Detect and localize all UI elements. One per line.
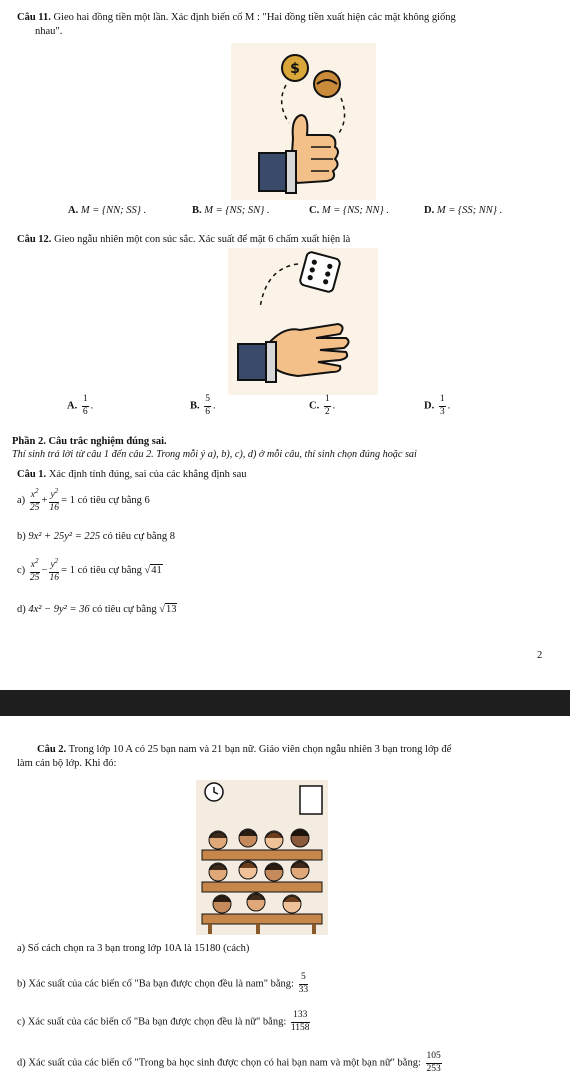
statement-text: b) Xác suất của các biến cố "Ba bạn được chọn đều là nam" bằng: bbox=[17, 978, 294, 990]
denominator: 1158 bbox=[290, 1022, 310, 1033]
option-letter: B. bbox=[192, 205, 202, 216]
q11-line1 bbox=[17, 12, 456, 23]
q12-label: Câu 12. bbox=[17, 234, 52, 245]
q12-text: Gieo ngẫu nhiên một con súc sắc. Xác suất để mặt 6 chấm xuất hiện là bbox=[54, 234, 351, 245]
q12-option-b[interactable]: B. $\frac{5}{6}$ . bbox=[190, 394, 216, 417]
fraction bbox=[204, 395, 211, 417]
option-text: M = {NS; SN} . bbox=[204, 205, 270, 216]
option-letter: B. bbox=[190, 400, 200, 412]
option-text: M = {NN; SS} . bbox=[80, 205, 147, 216]
c1-statement-d[interactable]: d) 4x² − 9y² = 36 có tiêu cự bằng √13 bbox=[17, 604, 177, 615]
denominator: 33 bbox=[298, 984, 309, 995]
statement-text: có tiêu cự bằng 6 bbox=[77, 494, 150, 506]
numerator: 1 bbox=[324, 395, 331, 407]
option-letter: C. bbox=[309, 205, 320, 216]
page-separator bbox=[0, 690, 570, 716]
fraction: $\frac{x^2}{25}$ bbox=[29, 487, 40, 513]
statement-label: a) bbox=[17, 494, 26, 506]
q12-option-c[interactable]: C. $\frac{1}{2}$ . bbox=[309, 394, 336, 417]
denominator: 6 bbox=[205, 406, 211, 417]
option-letter: D. bbox=[424, 205, 435, 216]
equation: 9x² + 25y² = 225 bbox=[28, 531, 101, 542]
option-letter: C. bbox=[309, 400, 320, 412]
c2-statement-d[interactable] bbox=[17, 1052, 444, 1074]
c2-label: Câu 2. bbox=[37, 744, 67, 755]
c2-text-line2: làm cán bộ lớp. Khi đó: bbox=[17, 758, 117, 769]
fraction bbox=[291, 1011, 310, 1033]
option-letter: A. bbox=[68, 205, 79, 216]
statement-text: có tiêu cự bằng bbox=[77, 564, 142, 576]
equation: 4x² − 9y² = 36 bbox=[28, 604, 90, 615]
c1-text: Xác định tính đúng, sai của các khẳng định sau bbox=[48, 469, 247, 480]
classroom-illustration bbox=[196, 780, 328, 935]
numerator: 1 bbox=[82, 395, 89, 407]
numerator: 5 bbox=[204, 395, 211, 407]
numerator: 5 bbox=[299, 973, 309, 985]
c2-statement-b[interactable] bbox=[17, 973, 310, 995]
sqrt-value: 41 bbox=[151, 564, 162, 576]
dice-throw-illustration bbox=[228, 248, 378, 395]
q11-text-line2: nhau". bbox=[35, 26, 63, 37]
fraction bbox=[426, 1052, 442, 1074]
option-letter: D. bbox=[424, 400, 435, 412]
q12-option-d[interactable]: D. $\frac{1}{3}$ . bbox=[424, 394, 451, 417]
option-text: M = {SS; NN} . bbox=[436, 205, 503, 216]
statement-label: d) bbox=[17, 604, 26, 615]
q12-line bbox=[17, 234, 350, 245]
part2-heading: Phần 2. Câu trắc nghiệm đúng sai. bbox=[12, 436, 167, 447]
fraction bbox=[299, 973, 309, 995]
fraction: $\frac{y^2}{16}$ bbox=[49, 557, 60, 583]
numerator: 1 bbox=[439, 395, 446, 407]
denominator: 6 bbox=[82, 406, 88, 417]
fraction bbox=[324, 395, 331, 417]
numerator: 105 bbox=[426, 1052, 442, 1064]
c2-line1 bbox=[37, 744, 451, 755]
q11-label: Câu 11. bbox=[17, 12, 51, 23]
fraction bbox=[439, 395, 446, 417]
c1-statement-b[interactable] bbox=[17, 531, 175, 542]
denominator: 3 bbox=[439, 406, 445, 417]
fraction: $\frac{y^2}{16}$ bbox=[49, 487, 60, 513]
part2-instruction: Thí sinh trả lời từ câu 1 đến câu 2. Trong mỗi ý a), b), c), d) ở mỗi câu, thí sinh chọn đúng hoặc sai bbox=[12, 449, 417, 460]
numerator: 133 bbox=[291, 1011, 310, 1023]
q11-text: Gieo hai đồng tiền một lần. Xác định biến cố M : "Hai đồng tiền xuất hiện các mặt không giống bbox=[53, 12, 456, 23]
c1-line bbox=[17, 469, 247, 480]
q11-option-a[interactable] bbox=[68, 205, 146, 216]
c1-statement-c[interactable]: c) $\frac{x^2}{25}$ − $\frac{y^2}{16}$ = 1 có tiêu cự bằng √41 bbox=[17, 557, 162, 583]
option-text: M = {NS; NN} . bbox=[321, 205, 389, 216]
statement-label: b) bbox=[17, 531, 26, 542]
denominator: 2 bbox=[324, 406, 330, 417]
denominator: 253 bbox=[426, 1063, 441, 1074]
q12-option-a[interactable]: A. $\frac{1}{6}$ . bbox=[67, 394, 94, 417]
q11-option-d[interactable] bbox=[424, 205, 502, 216]
c2-statement-a[interactable]: a) Số cách chọn ra 3 bạn trong lớp 10A là 15180 (cách) bbox=[17, 943, 250, 954]
fraction bbox=[82, 395, 89, 417]
q11-option-b[interactable] bbox=[192, 205, 270, 216]
c2-statement-c[interactable] bbox=[17, 1011, 312, 1033]
page-number: 2 bbox=[537, 650, 543, 661]
svg-text:$: $ bbox=[290, 61, 300, 77]
option-letter: A. bbox=[67, 400, 78, 412]
fraction: $\frac{x^2}{25}$ bbox=[29, 557, 40, 583]
sqrt-value: 13 bbox=[165, 604, 177, 615]
statement-label: c) bbox=[17, 564, 26, 576]
c1-label: Câu 1. bbox=[17, 469, 47, 480]
statement-text: có tiêu cự bằng 8 bbox=[102, 531, 175, 542]
c2-text: Trong lớp 10 A có 25 bạn nam và 21 bạn nữ. Giáo viên chọn ngẫu nhiên 3 bạn trong lớp để bbox=[68, 744, 452, 755]
statement-text: có tiêu cự bằng bbox=[92, 604, 157, 615]
statement-text: c) Xác suất của các biến cố "Ba bạn được chọn đều là nữ" bằng: bbox=[17, 1016, 287, 1028]
coin-toss-illustration bbox=[231, 43, 376, 200]
statement-text: d) Xác suất của các biến cố "Trong ba học sinh được chọn có hai bạn nam và một bạn nữ" bằng: bbox=[17, 1057, 421, 1069]
c1-statement-a[interactable]: a) $\frac{x^2}{25}$ + $\frac{y^2}{16}$ = 1 có tiêu cự bằng 6 bbox=[17, 487, 150, 513]
q11-option-c[interactable] bbox=[309, 205, 389, 216]
